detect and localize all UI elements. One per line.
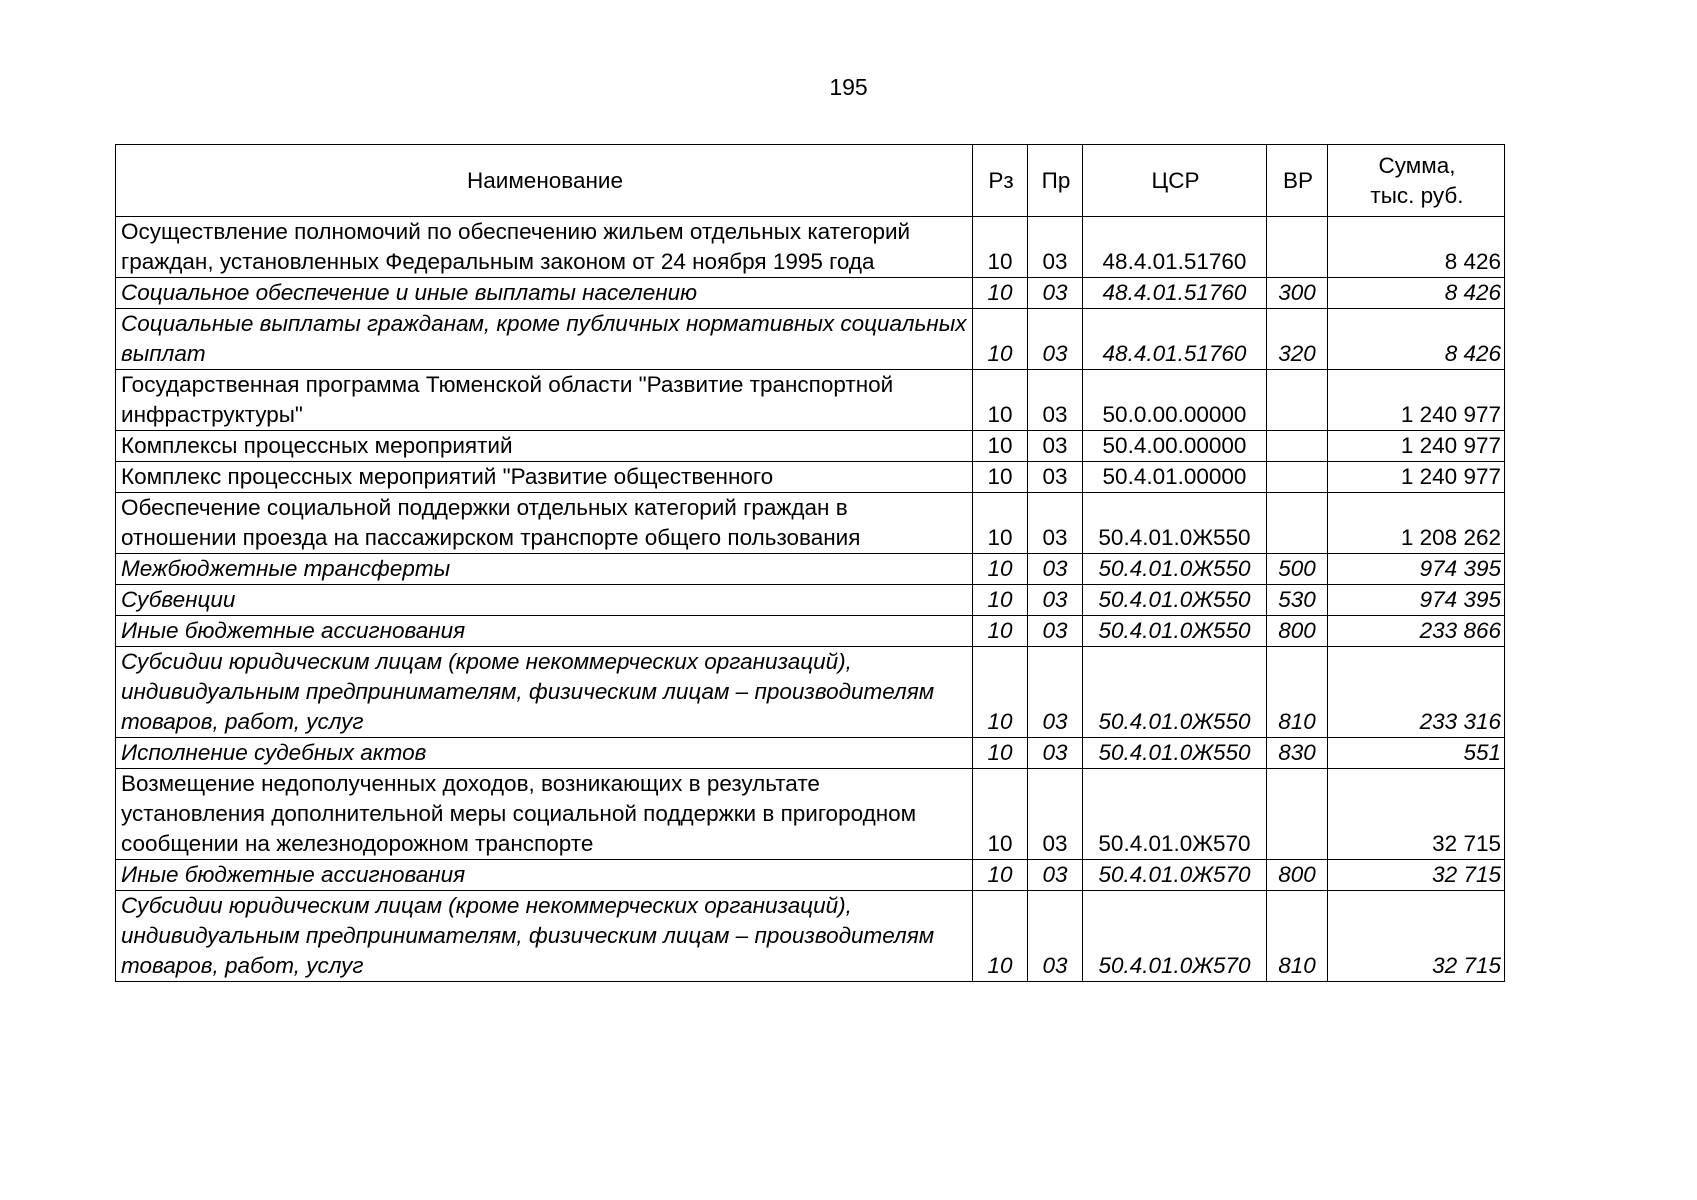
cell-csr: 50.4.00.00000 bbox=[1083, 431, 1267, 462]
cell-sum: 8 426 bbox=[1328, 309, 1505, 370]
table-row bbox=[116, 431, 1505, 462]
cell-sum: 233 316 bbox=[1328, 647, 1505, 738]
cell-rz: 10 bbox=[973, 769, 1028, 860]
table-row bbox=[116, 462, 1505, 493]
header-sum bbox=[1328, 145, 1505, 217]
cell-sum: 32 715 bbox=[1328, 891, 1505, 982]
cell-vr bbox=[1267, 462, 1328, 493]
cell-name: Межбюджетные трансферты bbox=[116, 554, 973, 585]
cell-rz: 10 bbox=[973, 370, 1028, 431]
cell-vr: 530 bbox=[1267, 585, 1328, 616]
cell-vr bbox=[1267, 217, 1328, 278]
cell-name: Комплексы процессных мероприятий bbox=[116, 431, 973, 462]
cell-pr: 03 bbox=[1028, 769, 1083, 860]
cell-name: Государственная программа Тюменской области "Развитие транспортной инфраструктуры" bbox=[116, 370, 973, 431]
table-row bbox=[116, 370, 1505, 431]
cell-csr: 50.4.01.0Ж550 bbox=[1083, 493, 1267, 554]
header-sum-line2: тыс. руб. bbox=[1370, 182, 1464, 208]
cell-vr bbox=[1267, 493, 1328, 554]
cell-sum: 551 bbox=[1328, 738, 1505, 769]
cell-pr: 03 bbox=[1028, 891, 1083, 982]
cell-name: Иные бюджетные ассигнования bbox=[116, 616, 973, 647]
cell-csr: 48.4.01.51760 bbox=[1083, 278, 1267, 309]
cell-name: Исполнение судебных актов bbox=[116, 738, 973, 769]
cell-vr bbox=[1267, 370, 1328, 431]
cell-vr: 830 bbox=[1267, 738, 1328, 769]
cell-pr: 03 bbox=[1028, 217, 1083, 278]
cell-rz: 10 bbox=[973, 462, 1028, 493]
cell-vr: 300 bbox=[1267, 278, 1328, 309]
cell-name: Социальные выплаты гражданам, кроме публичных нормативных социальных выплат bbox=[116, 309, 973, 370]
cell-sum: 974 395 bbox=[1328, 585, 1505, 616]
table-row bbox=[116, 860, 1505, 891]
cell-csr: 50.4.01.0Ж570 bbox=[1083, 860, 1267, 891]
cell-rz: 10 bbox=[973, 431, 1028, 462]
cell-pr: 03 bbox=[1028, 309, 1083, 370]
table-row bbox=[116, 616, 1505, 647]
cell-name: Социальное обеспечение и иные выплаты населению bbox=[116, 278, 973, 309]
cell-name: Субсидии юридическим лицам (кроме некоммерческих организаций), индивидуальным предпринимателям, физическим лицам – производителям товаров, работ, услуг bbox=[116, 891, 973, 982]
cell-sum: 32 715 bbox=[1328, 769, 1505, 860]
cell-sum: 1 240 977 bbox=[1328, 370, 1505, 431]
cell-name: Субсидии юридическим лицам (кроме некоммерческих организаций), индивидуальным предпринимателям, физическим лицам – производителям товаров, работ, услуг bbox=[116, 647, 973, 738]
cell-rz: 10 bbox=[973, 647, 1028, 738]
cell-vr: 800 bbox=[1267, 860, 1328, 891]
cell-csr: 50.4.01.0Ж550 bbox=[1083, 738, 1267, 769]
cell-vr: 810 bbox=[1267, 647, 1328, 738]
header-name: Наименование bbox=[116, 145, 973, 217]
cell-sum: 32 715 bbox=[1328, 860, 1505, 891]
cell-csr: 50.0.00.00000 bbox=[1083, 370, 1267, 431]
cell-pr: 03 bbox=[1028, 860, 1083, 891]
cell-rz: 10 bbox=[973, 217, 1028, 278]
cell-pr: 03 bbox=[1028, 647, 1083, 738]
cell-vr: 800 bbox=[1267, 616, 1328, 647]
cell-name: Субвенции bbox=[116, 585, 973, 616]
cell-csr: 50.4.01.0Ж550 bbox=[1083, 616, 1267, 647]
cell-pr: 03 bbox=[1028, 554, 1083, 585]
cell-csr: 48.4.01.51760 bbox=[1083, 217, 1267, 278]
table-row bbox=[116, 278, 1505, 309]
cell-name: Обеспечение социальной поддержки отдельных категорий граждан в отношении проезда на пассажирском транспорте общего пользования bbox=[116, 493, 973, 554]
header-csr: ЦСР bbox=[1083, 145, 1267, 217]
cell-rz: 10 bbox=[973, 616, 1028, 647]
cell-csr: 50.4.01.0Ж570 bbox=[1083, 891, 1267, 982]
header-pr: Пр bbox=[1028, 145, 1083, 217]
cell-sum: 233 866 bbox=[1328, 616, 1505, 647]
budget-table bbox=[115, 144, 1505, 982]
header-sum-line1: Сумма, bbox=[1378, 152, 1456, 178]
header-rz: Рз bbox=[973, 145, 1028, 217]
cell-vr: 320 bbox=[1267, 309, 1328, 370]
cell-rz: 10 bbox=[973, 278, 1028, 309]
cell-csr: 50.4.01.0Ж570 bbox=[1083, 769, 1267, 860]
table-row bbox=[116, 891, 1505, 982]
table-row bbox=[116, 585, 1505, 616]
cell-name: Комплекс процессных мероприятий "Развитие общественного bbox=[116, 462, 973, 493]
cell-vr bbox=[1267, 431, 1328, 462]
cell-csr: 50.4.01.00000 bbox=[1083, 462, 1267, 493]
cell-pr: 03 bbox=[1028, 616, 1083, 647]
cell-rz: 10 bbox=[973, 860, 1028, 891]
cell-csr: 48.4.01.51760 bbox=[1083, 309, 1267, 370]
cell-name: Возмещение недополученных доходов, возникающих в результате установления дополнительной меры социальной поддержки в пригородном сообщении на железнодорожном транспорте bbox=[116, 769, 973, 860]
cell-pr: 03 bbox=[1028, 431, 1083, 462]
cell-rz: 10 bbox=[973, 891, 1028, 982]
cell-rz: 10 bbox=[973, 554, 1028, 585]
cell-pr: 03 bbox=[1028, 493, 1083, 554]
table-body bbox=[116, 217, 1505, 982]
table-row bbox=[116, 217, 1505, 278]
page-number: 195 bbox=[829, 74, 868, 100]
cell-sum: 1 240 977 bbox=[1328, 462, 1505, 493]
cell-sum: 8 426 bbox=[1328, 278, 1505, 309]
cell-pr: 03 bbox=[1028, 462, 1083, 493]
cell-pr: 03 bbox=[1028, 278, 1083, 309]
table-row bbox=[116, 738, 1505, 769]
cell-pr: 03 bbox=[1028, 585, 1083, 616]
cell-rz: 10 bbox=[973, 493, 1028, 554]
cell-rz: 10 bbox=[973, 738, 1028, 769]
table-row bbox=[116, 647, 1505, 738]
cell-rz: 10 bbox=[973, 309, 1028, 370]
cell-name: Иные бюджетные ассигнования bbox=[116, 860, 973, 891]
cell-csr: 50.4.01.0Ж550 bbox=[1083, 554, 1267, 585]
cell-sum: 1 208 262 bbox=[1328, 493, 1505, 554]
cell-sum: 1 240 977 bbox=[1328, 431, 1505, 462]
cell-rz: 10 bbox=[973, 585, 1028, 616]
cell-pr: 03 bbox=[1028, 738, 1083, 769]
table-row bbox=[116, 554, 1505, 585]
header-vr: ВР bbox=[1267, 145, 1328, 217]
header-row bbox=[116, 145, 1505, 217]
cell-sum: 974 395 bbox=[1328, 554, 1505, 585]
cell-pr: 03 bbox=[1028, 370, 1083, 431]
cell-csr: 50.4.01.0Ж550 bbox=[1083, 647, 1267, 738]
cell-vr bbox=[1267, 769, 1328, 860]
table-row bbox=[116, 493, 1505, 554]
table-header bbox=[116, 145, 1505, 217]
cell-csr: 50.4.01.0Ж550 bbox=[1083, 585, 1267, 616]
cell-vr: 810 bbox=[1267, 891, 1328, 982]
table-row bbox=[116, 309, 1505, 370]
table-row bbox=[116, 769, 1505, 860]
cell-vr: 500 bbox=[1267, 554, 1328, 585]
cell-sum: 8 426 bbox=[1328, 217, 1505, 278]
cell-name: Осуществление полномочий по обеспечению жильем отдельных категорий граждан, установленных Федеральным законом от 24 ноября 1995 года bbox=[116, 217, 973, 278]
